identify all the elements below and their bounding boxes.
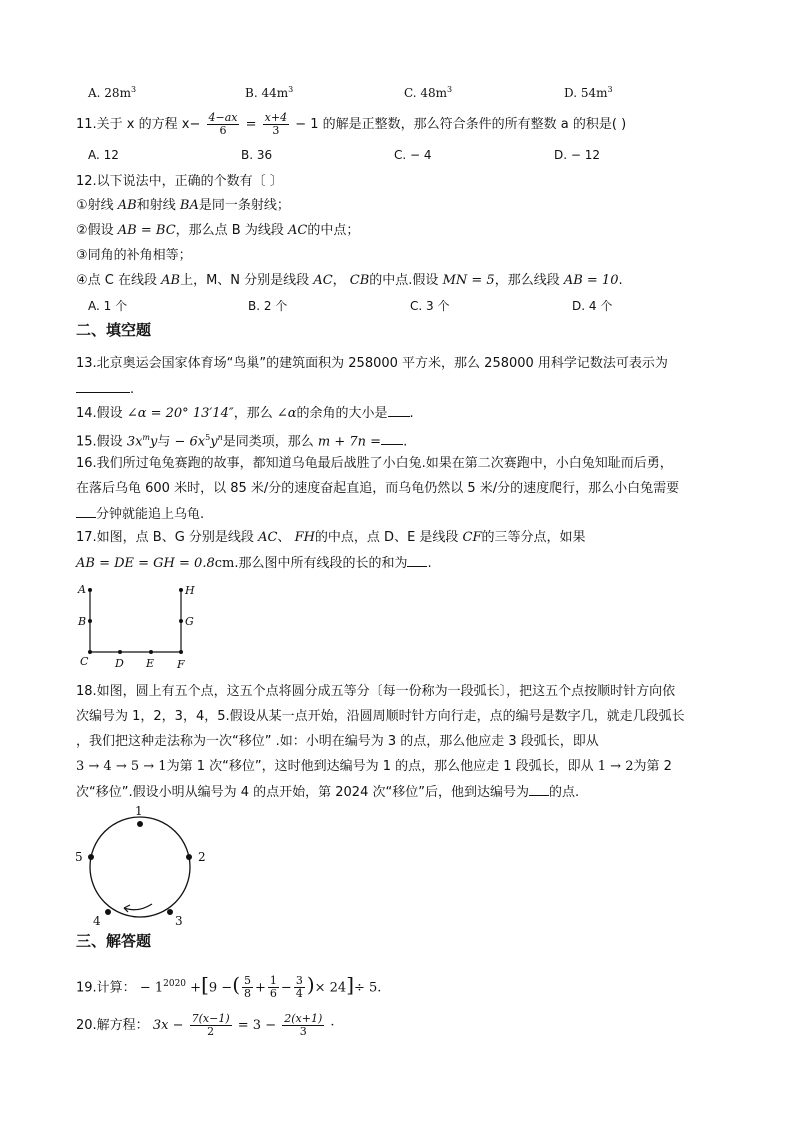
option-a: A. 12 (88, 148, 119, 162)
label-g: G (185, 615, 194, 628)
option-d: D. − 12 (554, 148, 601, 162)
option-c: C. 3 个 (410, 299, 450, 313)
statement-1: ①射线 AB和射线 BA是同一条射线； (76, 198, 290, 213)
option-d: D. 4 个 (572, 299, 613, 313)
section-title-fill-in: 二、填空题 (76, 321, 152, 339)
answer-blank[interactable] (76, 505, 96, 518)
answer-blank[interactable] (76, 380, 130, 393)
question-17-line-2: AB = DE = GH = 0.8cm.那么图中所有线段的长的和为 . (76, 556, 432, 571)
option-c: C. $48m^3$ (404, 85, 453, 100)
point-1 (137, 821, 143, 827)
option-b: B. 2 个 (248, 299, 288, 313)
option-a: A. $28m^3$ (88, 85, 137, 100)
label-c: C (80, 655, 89, 668)
circle-figure (72, 800, 212, 930)
segment-figure (74, 580, 204, 672)
point-e (149, 650, 153, 654)
circle (90, 817, 190, 917)
question-19: 19.计算： − $1^{2020} +[9$ −( $\frac{5}{8}$ + $\frac{1}{6}$ − $\frac{3}{4}$ )× 24]÷ 5. (76, 972, 382, 1001)
question-16-line-1: 16.我们所过龟兔赛跑的故事，都知道乌龟最后战胜了小白兔.如果在第二次赛跑中，小白兔知耻而后勇， (76, 456, 673, 471)
label-d: D (115, 657, 124, 670)
option-a: A. 1 个 (88, 299, 128, 313)
statement-2: ②假设 AB = BC，那么点 B 为线段 AC的中点； (76, 223, 360, 238)
question-15: 15.假设 $3x^my$与 − $6x^5y^n$是同类项，那么 m + 7n = . (76, 433, 408, 450)
question-11: 11.关于 x 的方程 x− $\frac{4-ax}{6}$ = $\frac{x+4}{3}$ − 1 的解是正整数，那么符合条件的所有整数 a 的积是( ) (76, 111, 627, 137)
question-18-line-5: 次“移位”.假设小明从编号为 4 的点开始，第 2024 次“移位”后，他到达编号为 的点. (76, 785, 580, 800)
option-d: D. $54m^3$ (564, 85, 613, 100)
point-b (88, 619, 92, 623)
question-16-line-2: 在落后乌龟 600 米时，以 85 米/分的速度奋起直追，而乌龟仍然以 5 米/分的速度爬行，那么小白兔需要 (76, 481, 680, 496)
point-g (179, 619, 183, 623)
option-b: B. 36 (241, 148, 273, 162)
point-f (179, 650, 183, 654)
option-c: C. − 4 (394, 148, 432, 162)
point-4 (105, 909, 111, 915)
point-h (179, 588, 183, 592)
question-12-stem: 12.以下说法中，正确的个数有〔 〕 (76, 174, 283, 189)
point-3 (167, 909, 173, 915)
answer-blank[interactable] (381, 432, 403, 445)
section-title-answer: 三、解答题 (76, 932, 152, 950)
point-2 (186, 854, 192, 860)
fraction: $\frac{x+4}{3}$ (264, 111, 288, 137)
question-18-line-3: ，我们把这种走法称为一次“移位” .如：小明在编号为 3 的点，那么他应走 3 段弧长，即从 (76, 734, 599, 749)
point-a (88, 588, 92, 592)
question-14: 14.假设 ∠α = 20° 13′14″，那么 ∠α的余角的大小是 . (76, 406, 414, 421)
label-f: F (177, 658, 185, 671)
point-c (88, 650, 92, 654)
label-e: E (146, 657, 155, 670)
question-18-line-4: 3 → 4 → 5 → 1为第 1 次“移位”，这时他到达编号为 1 的点，那么他应走 1 段弧长，即从 1 → 2为第 2 (76, 759, 672, 774)
answer-blank[interactable] (529, 783, 549, 796)
label-h: H (185, 584, 195, 597)
label-1: 1 (135, 804, 143, 818)
question-13-line-1: 13.北京奥运会国家体育场“鸟巢”的建筑面积为 258000 平方米，那么 258000 用科学记数法可表示为 (76, 356, 668, 371)
statement-3: ③同角的补角相等； (76, 248, 192, 263)
label-b: B (78, 615, 87, 628)
point-5 (88, 854, 94, 860)
label-2: 2 (198, 850, 206, 864)
question-13-line-2: . (76, 380, 134, 399)
label-a: A (78, 583, 86, 596)
question-18-line-1: 18.如图，圆上有五个点，这五个点将圆分成五等分〔每一份称为一段弧长〕，把这五个点按顺时针方向依 (76, 684, 676, 699)
statement-4: ④点 C 在线段 AB上，M、N 分别是线段 AC， CB的中点.假设 MN = 5，那么线段 AB = 10. (76, 273, 623, 288)
question-20: 20.解方程： 3x − $\frac{7(x-1)}{2}$ = 3 − $\frac{2(x+1)}{3}$ · (76, 1012, 335, 1038)
fraction: $\frac{4-ax}{6}$ (208, 111, 238, 137)
point-d (118, 650, 122, 654)
label-5: 5 (75, 850, 83, 864)
clockwise-arrow-icon (124, 904, 152, 910)
label-4: 4 (93, 914, 101, 928)
option-b: B. $44m^3$ (245, 85, 294, 100)
question-16-line-3: 分钟就能追上乌龟. (76, 505, 204, 524)
answer-blank[interactable] (407, 554, 427, 567)
label-3: 3 (175, 914, 183, 928)
question-18-line-2: 次编号为 1，2，3，4，5.假设从某一点开始，沿圆周顺时针方向行走，点的编号是数字几，就走几段弧长 (76, 709, 685, 724)
answer-blank[interactable] (388, 404, 410, 417)
question-17-line-1: 17.如图，点 B、G 分别是线段 AC、 FH的中点，点 D、E 是线段 CF的三等分点，如果 (76, 530, 586, 545)
